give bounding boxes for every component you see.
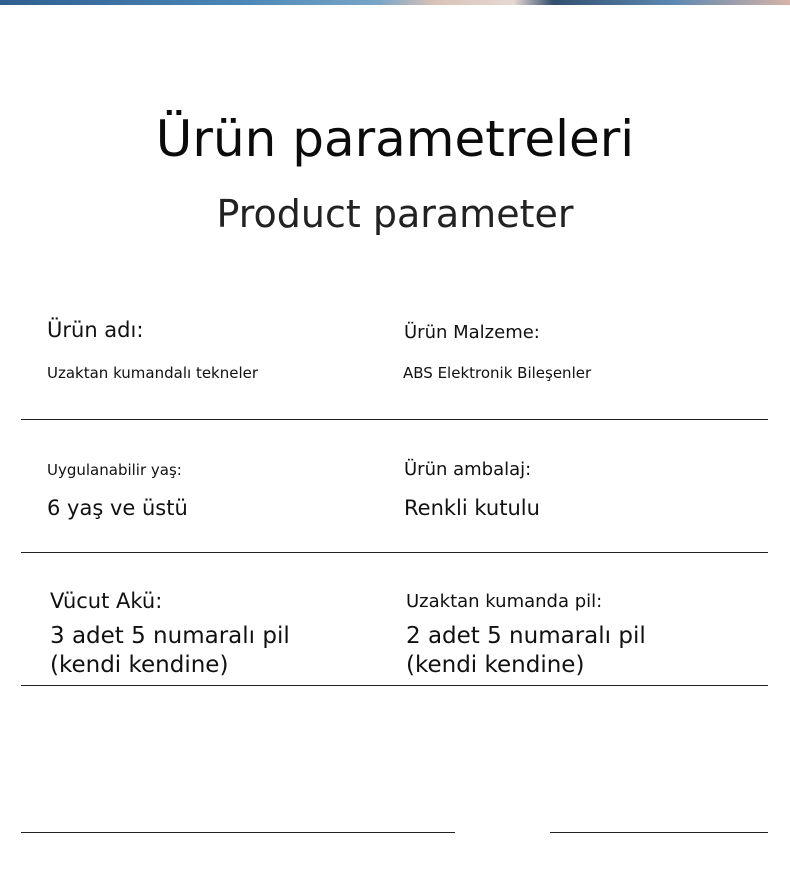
age-value: 6 yaş ve üstü <box>47 496 188 520</box>
divider-bottom-left <box>21 832 455 833</box>
product-name-label: Ürün adı: <box>47 318 144 342</box>
divider-row-3 <box>21 685 768 686</box>
age-label: Uygulanabilir yaş: <box>47 461 182 479</box>
page-title: Ürün parametreleri <box>155 110 635 168</box>
top-banner-strip <box>0 0 790 5</box>
body-battery-label: Vücut Akü: <box>50 589 163 613</box>
divider-row-2 <box>21 552 768 553</box>
divider-row-1 <box>21 419 768 420</box>
body-battery-value: 3 adet 5 numaralı pil (kendi kendine) <box>50 623 290 678</box>
remote-battery-value: 2 adet 5 numaralı pil (kendi kendine) <box>406 623 646 678</box>
product-name-value: Uzaktan kumandalı tekneler <box>47 364 259 382</box>
divider-bottom-right <box>550 832 768 833</box>
material-label: Ürün Malzeme: <box>404 322 540 343</box>
page-subtitle: Product parameter <box>216 192 574 236</box>
remote-battery-label: Uzaktan kumanda pil: <box>406 591 603 612</box>
packaging-value: Renkli kutulu <box>404 496 540 520</box>
material-value: ABS Elektronik Bileşenler <box>403 364 592 382</box>
packaging-label: Ürün ambalaj: <box>404 459 532 480</box>
